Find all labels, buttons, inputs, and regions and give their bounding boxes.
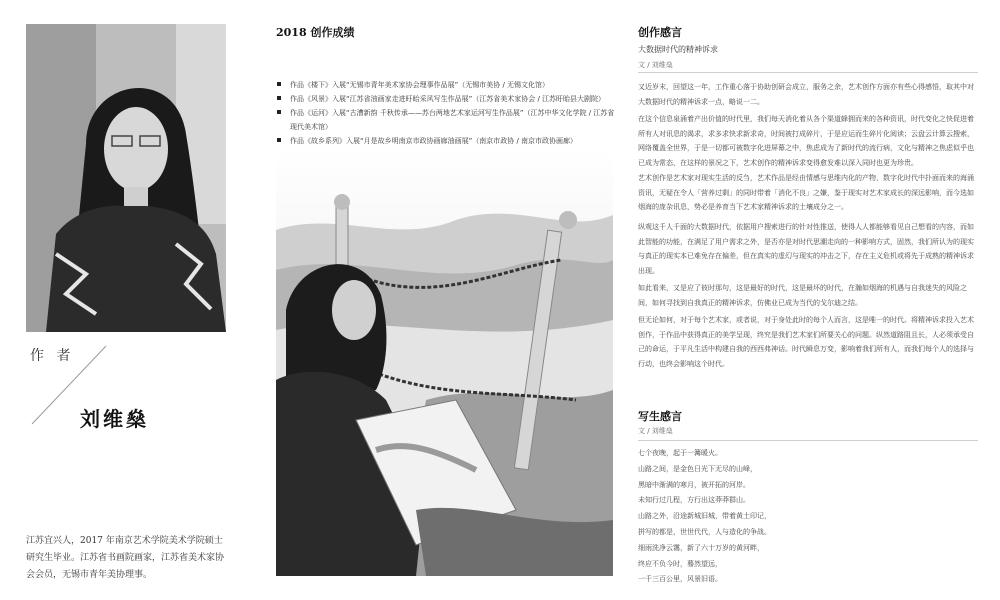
poem-line: 山路之间，是金色日光下无尽的山峰， bbox=[638, 464, 757, 473]
essay-byline: 文 / 刘维燊 bbox=[638, 61, 673, 69]
sketch-divider bbox=[638, 440, 978, 441]
essay-paragraph: 在这个信息泉涌着产出价值的时代里，我们每天消化着从各个渠道蜂拥而来的各种资讯，时代变化之快促进着所有人对讯息的渴求，求多求快求新求奇，时间被打成碎片，于是应运而生碎片化阅读；云盘云计算云搜索，网络覆盖全世界，于是一切都可被数字化进屏幕之中，焦虑成为了新时代的流行病，文化与精神之焦虑似乎也已成为常态，在这样的景况之下，艺术创作的精神诉求变得愈发难以深入同时也更为珍贵。 bbox=[638, 115, 974, 167]
poem-line: 拼写的都是，世世代代，人与造化的争战。 bbox=[638, 527, 771, 536]
essay-title: 创作感言 bbox=[638, 26, 682, 39]
author-label: 作 者 bbox=[30, 348, 75, 364]
painting-photo bbox=[276, 150, 613, 576]
poem-line: 黑暗中渐满的寒月，被开拓的河岸。 bbox=[638, 480, 750, 489]
sketch-byline: 文 / 刘维燊 bbox=[638, 427, 673, 435]
author-portrait bbox=[26, 24, 226, 332]
poem-line: 细雨洗净云霭，新了六十万岁的黄河畔， bbox=[638, 543, 764, 552]
poem-line: 山路之外，沿途新城旧城，带着黄土印记， bbox=[638, 512, 771, 521]
achievements-list bbox=[276, 78, 616, 148]
list-item: 作品《运河》入展“古漕新韵 千秋传承——苏台两地艺术家运河写生作品展”（江苏中华文化学院 / 江苏省现代美术馆） bbox=[276, 106, 616, 134]
poem-line: 一千三百公里，风景旧语。 bbox=[638, 575, 722, 584]
sketch-title: 写生感言 bbox=[638, 410, 682, 423]
essay-paragraph: 但无论如何，对于每个艺术家，或者说，对于身处此时的每个人而言，这是唯一的时代。将精神诉求投入艺术创作，于作品中获得真正的美学呈现，终究是我们艺术家们所要关心的问题。纵然道路阻且长，人必须承受自己的命运，于平凡生活中构建自我的西西弗神话。时代瞬息万变，影响着我们所有人，而我们每个人的选择与行动，也终会影响这个时代。 bbox=[638, 316, 974, 368]
list-item: 作品《风景》入展“江苏省油画家走进盱眙采风写生作品展”（江苏省美术家协会 / 江苏盱眙县大剧院） bbox=[276, 92, 616, 106]
author-bio: 江苏宜兴人，2017 年南京艺术学院美术学院硕士研究生毕业。江苏省书画院画家，江苏省美术家协会会员，无锡市青年美协理事。 bbox=[26, 536, 225, 580]
essay-paragraph: 如此看来，又是应了彼时那句，这是最好的时代，这是最坏的时代，在瀚如烟海的机遇与自我迷失的风险之间，如何寻找到自我真正的精神诉求，仿佛业已成为当代的戈尔迪之结。 bbox=[638, 284, 967, 307]
achievements-title: 2018 创作成绩 bbox=[276, 26, 355, 39]
author-name: 刘维燊 bbox=[80, 407, 149, 431]
poem bbox=[638, 446, 838, 588]
essay-subtitle: 大数据时代的精神诉求 bbox=[638, 45, 718, 54]
essay-paragraph: 艺术创作是艺术家对现实生活的反刍，艺术作品是经由情感与思维内化的产物，数字化时代中扑面而来的海涌资讯，无疑在令人「营养过剩」的同时带着「消化不良」之嫌，鉴于现实对艺术家成长的深远影响，而今选如烟海的庞杂讯息，势必是养育当下艺术家精神诉求的土壤成分之一。 bbox=[638, 174, 974, 211]
poem-line: 未知行过几程，方行出这莽莽群山。 bbox=[638, 496, 750, 505]
list-item: 作品《楼下》入展“无锡市青年美术家协会理事作品展”（无锡市美协 / 无锡文化馆） bbox=[276, 78, 616, 92]
essay-paragraph: 纵观这千人千面的大数据时代，依据用户搜索进行的针对性推送，使得人人都能够看见自己想看的内容，而如此智能的功能，在满足了用户需求之外，是否亦是对时代思潮走向的一种影响方式，固然，我们所认为的现实与真正的现实本已难免存在偏差，但在真实的虚幻与现实的冲击之下，存在主义危机或将先于成熟的精神诉求出现。 bbox=[638, 223, 974, 275]
list-item: 作品《故乡系列》入展“月是故乡明南京市政协画廊油画展”（南京市政协 / 南京市政协画廊） bbox=[276, 134, 616, 148]
essay-divider bbox=[638, 72, 978, 73]
poem-line: 七个夜晚，起于一篝暖火。 bbox=[638, 449, 722, 457]
essay-paragraph: 又近岁末，回望这一年，工作重心落于协助创研会成立，服务之余，艺术创作方面亦有些心得感悟，取其中对大数据时代的精神诉求一点，略说一二。 bbox=[638, 83, 974, 106]
poem-line: 终应不负今时，蓦然望远， bbox=[638, 559, 722, 568]
